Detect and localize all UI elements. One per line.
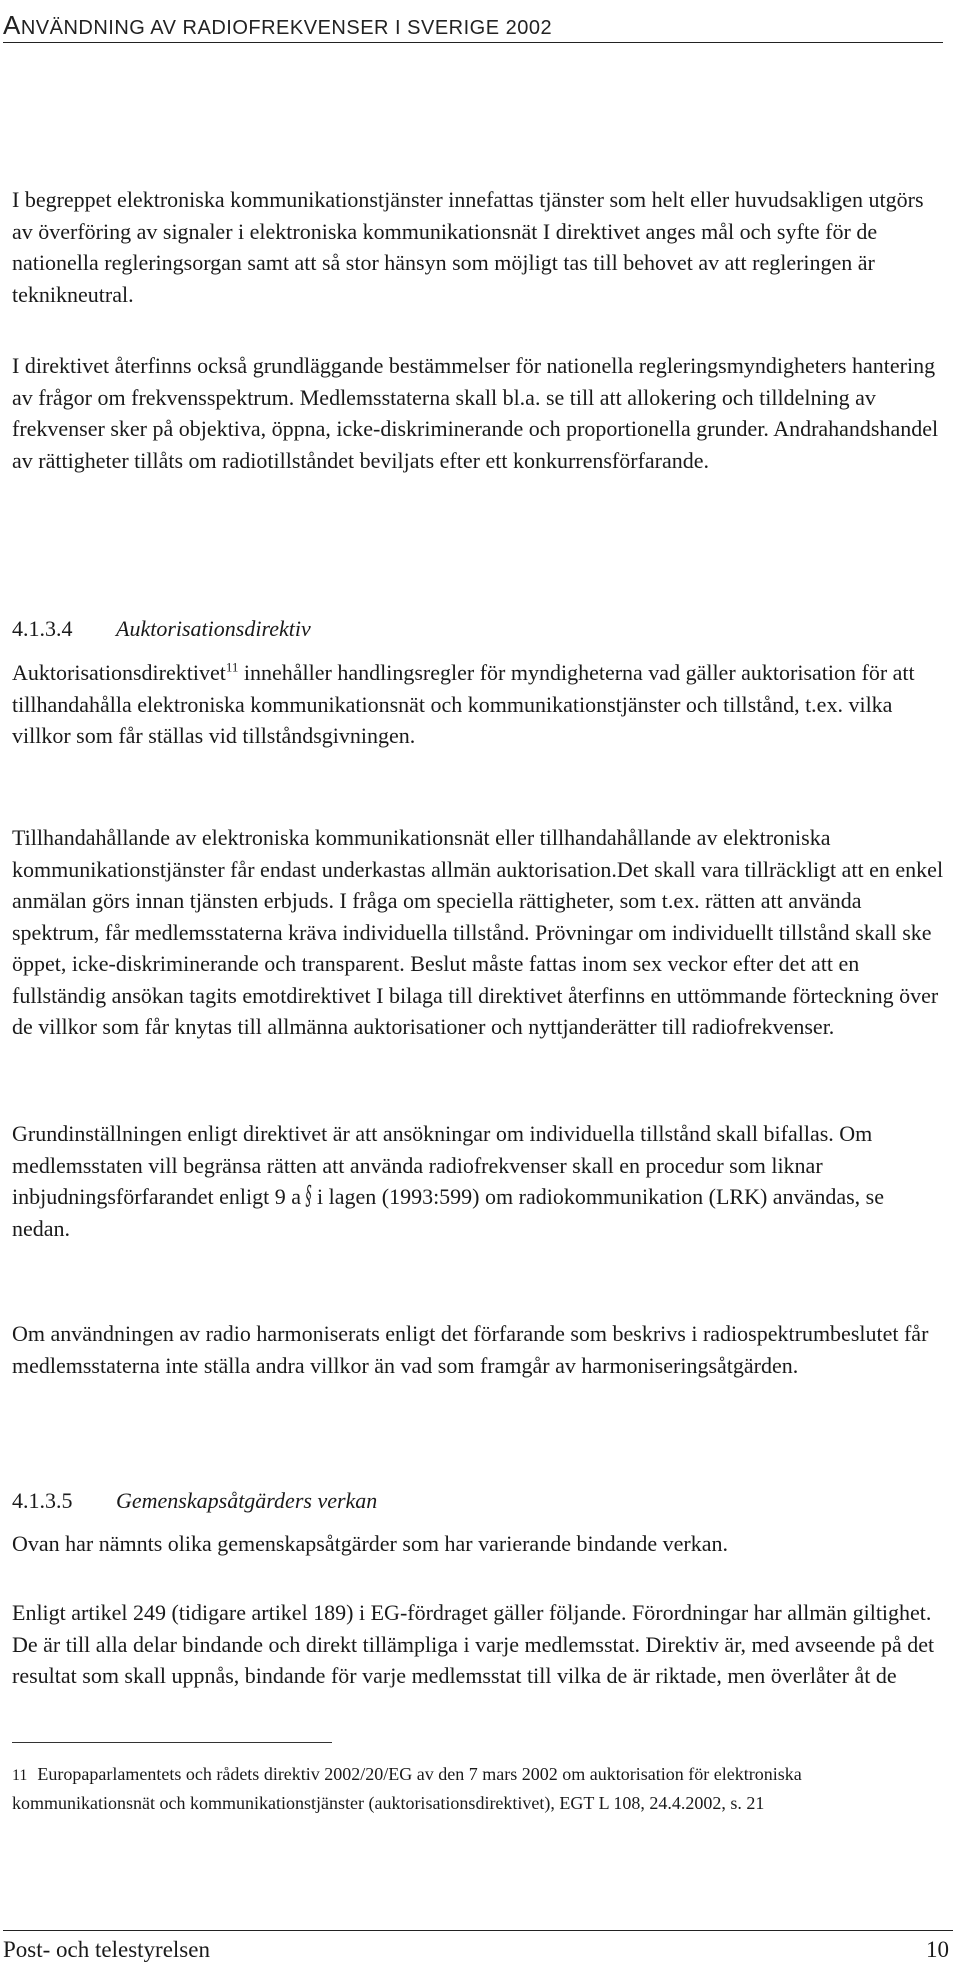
paragraph-text: Grundinställningen enligt direktivet är att ansökningar om individuella tillstånd skall bifallas. Om medlemsstaten vill begränsa rätten att använda radiofrekvenser skall en procedur som liknar inbjudningsförfarandet enligt 9 a § i lagen (1993:599) om radiokommunikation (LRK) användas, se nedan. — [12, 1121, 884, 1241]
section-number: 4.1.3.4 — [12, 616, 73, 641]
section-title: Gemenskapsåtgärders verkan — [116, 1488, 378, 1513]
paragraph-text — [12, 657, 947, 752]
paragraph-text-end: innehåller handlingsregler för myndigheterna vad gäller auktorisation för att tillhandahålla elektroniska kommunikationsnät och kommunikationstjänster och tillstånd, t.ex. vilka villkor som får ställas vid tillståndsgivningen. — [12, 660, 915, 748]
paragraph-text-start: Auktorisationsdirektivet — [12, 660, 226, 685]
footnote-number: 11 — [12, 1767, 28, 1784]
paragraph-text: Enligt artikel 249 (tidigare artikel 189) i EG-fördraget gäller följande. Förordningar har allmän giltighet. De är till alla delar bindande och direkt tillämpliga i varje medlemsstat. Direktiv är, med avseende på det resultat som skall uppnås, bindande för varje medlemsstat till vilka de är riktade, men överlåter åt de — [12, 1600, 935, 1688]
paragraph-individual-licences — [12, 1118, 947, 1244]
section-title: Auktorisationsdirektiv — [116, 616, 311, 641]
section-heading-4-1-3-4 — [12, 616, 311, 642]
paragraph-text-end: i lagen (1993:599) om radiokommunikation (LRK) användas, se nedan. — [12, 1184, 884, 1241]
footnote-reference[interactable]: 11 — [225, 659, 239, 675]
paragraph-harmonisation — [12, 1318, 947, 1381]
header-title-initial: A — [3, 10, 21, 40]
footnote-divider — [12, 1742, 332, 1743]
paragraph-article-249 — [12, 1597, 947, 1692]
paragraph-community-measures — [12, 1528, 947, 1560]
running-header — [3, 6, 943, 43]
paragraph-general-authorisation — [12, 822, 947, 1043]
section-heading-4-1-3-5 — [12, 1488, 377, 1514]
header-title-rest: NVÄNDNING AV RADIOFREKVENSER I SVERIGE 2002 — [20, 17, 553, 39]
footnote-text: Europaparlamentets och rådets direktiv 2002/20/EG av den 7 mars 2002 om auktorisation för elektroniska kommunikationsnät och kommunikationstjänster (auktorisationsdirektivet), EGT L 108, 24.4.2002, s. 21 — [12, 1764, 802, 1813]
running-footer — [3, 1930, 953, 1977]
header-title — [3, 10, 552, 41]
paragraph-text: Om användningen av radio harmoniserats enligt det förfarande som beskrivs i radiospektrumbeslutet får medlemsstaterna inte ställa andra villkor än vad som framgår av harmoniseringsåtgärden. — [12, 1321, 929, 1378]
paragraph-text: I begreppet elektroniska kommunikationstjänster innefattas tjänster som helt eller huvudsakligen utgörs av överföring av signaler i elektroniska kommunikationsnät I direktivet anges mål och syfte för de nationella regleringsorgan samt att så stor hänsyn som möjligt tas till behovet av att regleringen är teknikneutral. — [12, 187, 924, 307]
paragraph-frequency-spectrum — [12, 350, 947, 476]
paragraph-text-start: Grundinställningen enligt direktivet är att ansökningar om individuella tillstånd skall bifallas. Om medlemsstaten vill begränsa rätten att använda radiofrekvenser skall en procedur som liknar inbjudningsförfarandet enligt 9 a — [12, 1121, 873, 1209]
paragraph-text: Ovan har nämnts olika gemenskapsåtgärder som har varierande bindande verkan. — [12, 1531, 728, 1556]
paragraph-authorisation-directive — [12, 657, 947, 752]
footnote-11 — [12, 1761, 947, 1816]
page-number: 10 — [926, 1937, 949, 1962]
section-number: 4.1.3.5 — [12, 1488, 73, 1513]
paragraph-electronic-communication-services — [12, 184, 947, 310]
paragraph-text: I direktivet återfinns också grundläggande bestämmelser för nationella regleringsmyndigheters hantering av frågor om frekvensspektrum. Medlemsstaterna skall bl.a. se till att allokering och tilldelning av frekvenser sker på objektiva, öppna, icke-diskriminerande och proportionella grunder. Andrahandshandel av rättigheter tillåts om radiotillståndet beviljats efter ett konkurrensförfarande. — [12, 353, 939, 473]
footer-publisher: Post- och telestyrelsen — [3, 1937, 210, 1962]
paragraph-text: Tillhandahållande av elektroniska kommunikationsnät eller tillhandahållande av elektroniska kommunikationstjänster får endast underkastas allmän auktorisation.Det skall vara tillräckligt att en enkel anmälan görs innan tjänsten erbjuds. I fråga om speciella rättigheter, som t.ex. rätten att använda spektrum, får medlemsstaterna kräva individuella tillstånd. Prövningar om individuellt tillstånd skall ske öppet, icke-diskriminerande och transparent. Beslut måste fattas inom sex veckor efter det att en fullständig ansökan tagits emotdirektivet I bilaga till direktivet återfinns en uttömmande förteckning över de villkor som får knytas till allmänna auktorisationer och nyttjanderätter till radiofrekvenser. — [12, 825, 944, 1039]
